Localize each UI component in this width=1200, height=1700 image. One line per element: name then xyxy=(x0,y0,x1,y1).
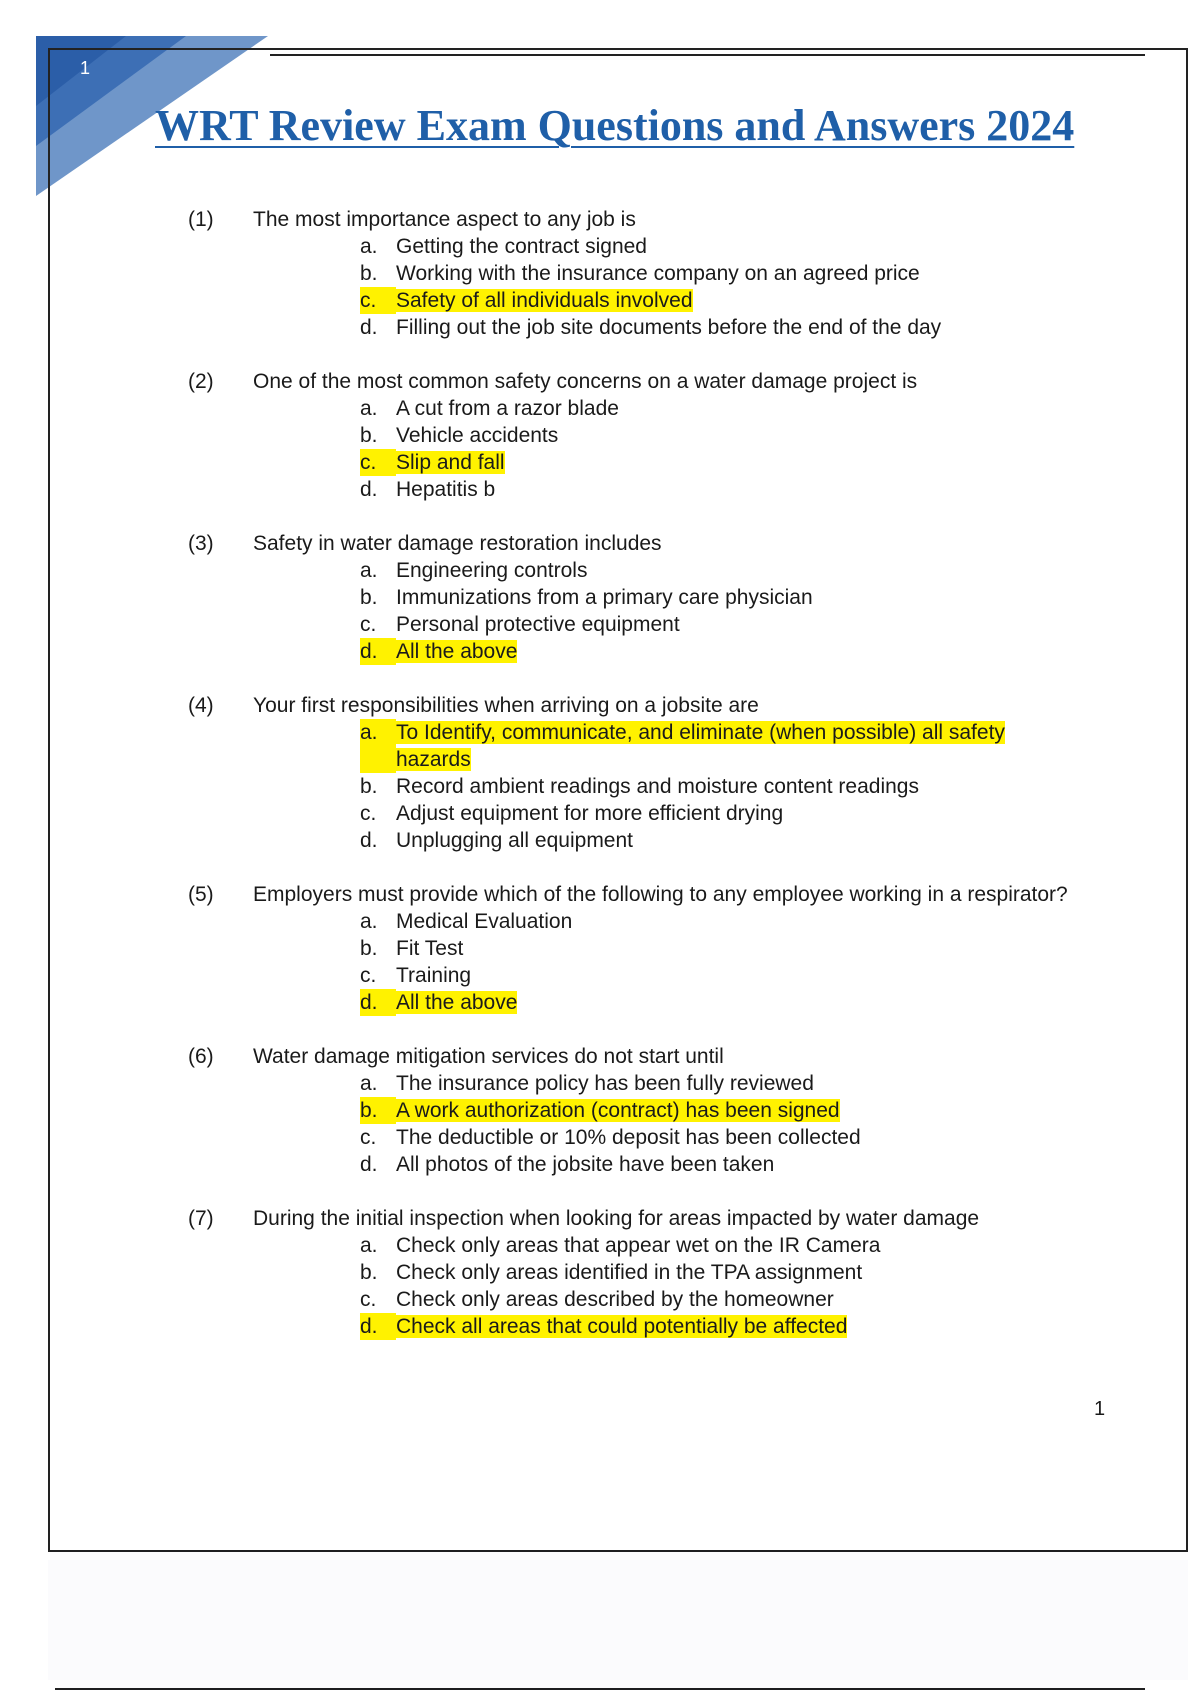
option-text-wrapper xyxy=(396,1097,1056,1124)
option-text: Hepatitis b xyxy=(396,478,496,501)
option-letter: a. xyxy=(360,910,378,933)
page-title: WRT Review Exam Questions and Answers 2024 xyxy=(155,101,1075,150)
answer-option xyxy=(360,611,1128,638)
option-letter: a. xyxy=(360,1072,378,1095)
answer-option-correct xyxy=(360,638,1128,665)
question-text: Employers must provide which of the following to any employee working in a respirator? xyxy=(253,883,1068,906)
option-text-wrapper xyxy=(396,1313,1056,1340)
option-text: To Identify, communicate, and eliminate (when possible) all safety hazards xyxy=(396,721,1005,771)
question-number: (3) xyxy=(188,532,214,555)
answer-option xyxy=(360,908,1128,935)
question-number: (5) xyxy=(188,883,214,906)
option-letter: d. xyxy=(360,989,396,1016)
option-text: Immunizations from a primary care physician xyxy=(396,586,813,609)
footer-page-number: 1 xyxy=(1094,1398,1106,1420)
option-letter: d. xyxy=(360,829,378,852)
option-text-wrapper xyxy=(396,1151,1056,1178)
option-letter: c. xyxy=(360,1126,377,1149)
question-item xyxy=(188,530,1128,665)
option-text-wrapper xyxy=(396,800,1056,827)
option-letter: b. xyxy=(360,262,378,285)
lower-page-area xyxy=(48,1560,1188,1680)
option-text-wrapper xyxy=(396,287,1056,314)
option-letter: b. xyxy=(360,1261,378,1284)
option-letter: d. xyxy=(360,638,396,665)
option-text: A cut from a razor blade xyxy=(396,397,619,420)
answer-option xyxy=(360,1232,1128,1259)
option-text: Fit Test xyxy=(396,937,464,960)
question-text: Your first responsibilities when arriving on a jobsite are xyxy=(253,694,759,717)
option-letter: c. xyxy=(360,1288,377,1311)
option-text: Personal protective equipment xyxy=(396,613,680,636)
answer-option xyxy=(360,827,1128,854)
question-line xyxy=(188,206,1128,233)
option-text-wrapper xyxy=(396,908,1056,935)
answer-option-correct xyxy=(360,287,1128,314)
question-number: (7) xyxy=(188,1207,214,1230)
option-text-wrapper xyxy=(396,719,1056,773)
option-text: A work authorization (contract) has been signed xyxy=(396,1099,840,1122)
question-line xyxy=(188,368,1128,395)
option-text-wrapper xyxy=(396,962,1056,989)
option-letter: c. xyxy=(360,449,396,476)
option-text: Check only areas identified in the TPA assignment xyxy=(396,1261,863,1284)
option-text: Engineering controls xyxy=(396,559,588,582)
option-letter: c. xyxy=(360,802,377,825)
option-letter: b. xyxy=(360,1097,396,1124)
option-text-wrapper xyxy=(396,1259,1056,1286)
option-text: The deductible or 10% deposit has been collected xyxy=(396,1126,861,1149)
answer-option xyxy=(360,935,1128,962)
option-letter: a. xyxy=(360,719,396,773)
answer-option xyxy=(360,1070,1128,1097)
answer-option xyxy=(360,800,1128,827)
question-item xyxy=(188,206,1128,341)
option-text-wrapper xyxy=(396,935,1056,962)
answer-options xyxy=(188,233,1128,341)
option-letter: c. xyxy=(360,287,396,314)
option-text: Vehicle accidents xyxy=(396,424,559,447)
question-item xyxy=(188,692,1128,854)
question-text: Safety in water damage restoration includes xyxy=(253,532,662,555)
option-text-wrapper xyxy=(396,233,1056,260)
answer-option xyxy=(360,773,1128,800)
option-text-wrapper xyxy=(396,476,1056,503)
option-text: Medical Evaluation xyxy=(396,910,573,933)
answer-option-correct xyxy=(360,449,1128,476)
question-item xyxy=(188,881,1128,1016)
option-text: Check only areas described by the homeowner xyxy=(396,1288,834,1311)
option-text: Adjust equipment for more efficient drying xyxy=(396,802,784,825)
answer-option-correct xyxy=(360,1097,1128,1124)
question-line xyxy=(188,881,1128,908)
option-text: Getting the contract signed xyxy=(396,235,647,258)
option-text-wrapper xyxy=(396,422,1056,449)
answer-option-correct xyxy=(360,989,1128,1016)
question-item xyxy=(188,1205,1128,1340)
option-letter: c. xyxy=(360,964,377,987)
option-text: Safety of all individuals involved xyxy=(396,289,693,312)
option-letter: a. xyxy=(360,235,378,258)
option-letter: b. xyxy=(360,937,378,960)
question-text: The most importance aspect to any job is xyxy=(253,208,636,231)
option-text: All photos of the jobsite have been taken xyxy=(396,1153,775,1176)
answer-option xyxy=(360,557,1128,584)
question-number: (1) xyxy=(188,208,214,231)
answer-option-correct xyxy=(360,1313,1128,1340)
question-number: (6) xyxy=(188,1045,214,1068)
question-line xyxy=(188,530,1128,557)
option-letter: b. xyxy=(360,775,378,798)
option-text-wrapper xyxy=(396,1286,1056,1313)
option-text-wrapper xyxy=(396,314,1056,341)
answer-option xyxy=(360,233,1128,260)
answer-option xyxy=(360,584,1128,611)
answer-option xyxy=(360,314,1128,341)
answer-options xyxy=(188,719,1128,854)
option-letter: a. xyxy=(360,397,378,420)
option-text: All the above xyxy=(396,640,518,663)
option-text: All the above xyxy=(396,991,518,1014)
option-letter: d. xyxy=(360,478,378,501)
answer-options xyxy=(188,395,1128,503)
answer-option xyxy=(360,1286,1128,1313)
answer-option xyxy=(360,260,1128,287)
question-number: (2) xyxy=(188,370,214,393)
option-text-wrapper xyxy=(396,827,1056,854)
answer-option xyxy=(360,1151,1128,1178)
option-text: Check all areas that could potentially be affected xyxy=(396,1315,848,1338)
option-text-wrapper xyxy=(396,773,1056,800)
option-text-wrapper xyxy=(396,638,1056,665)
option-text: Check only areas that appear wet on the IR Camera xyxy=(396,1234,881,1257)
answer-options xyxy=(188,908,1128,1016)
question-text: One of the most common safety concerns on a water damage project is xyxy=(253,370,918,393)
answer-options xyxy=(188,1232,1128,1340)
option-text-wrapper xyxy=(396,1070,1056,1097)
answer-option xyxy=(360,476,1128,503)
option-letter: c. xyxy=(360,613,377,636)
answer-options xyxy=(188,1070,1128,1178)
answer-option xyxy=(360,1259,1128,1286)
option-letter: a. xyxy=(360,559,378,582)
question-list xyxy=(188,206,1128,1367)
answer-option xyxy=(360,395,1128,422)
answer-option xyxy=(360,422,1128,449)
answer-option xyxy=(360,962,1128,989)
option-letter: a. xyxy=(360,1234,378,1257)
option-text-wrapper xyxy=(396,449,1056,476)
option-text-wrapper xyxy=(396,557,1056,584)
question-item xyxy=(188,1043,1128,1178)
option-text: The insurance policy has been fully reviewed xyxy=(396,1072,814,1095)
option-letter: d. xyxy=(360,1313,396,1340)
bottom-rule xyxy=(55,1688,1145,1690)
page-number-badge: 1 xyxy=(80,58,91,78)
option-letter: d. xyxy=(360,1153,378,1176)
question-item xyxy=(188,368,1128,503)
option-text-wrapper xyxy=(396,1124,1056,1151)
option-letter: b. xyxy=(360,586,378,609)
option-text: Slip and fall xyxy=(396,451,505,474)
question-line xyxy=(188,1205,1128,1232)
option-text: Working with the insurance company on an agreed price xyxy=(396,262,920,285)
option-text: Training xyxy=(396,964,472,987)
question-number: (4) xyxy=(188,694,214,717)
answer-option-correct xyxy=(360,719,1128,773)
question-line xyxy=(188,1043,1128,1070)
option-letter: d. xyxy=(360,316,378,339)
option-text-wrapper xyxy=(396,989,1056,1016)
answer-options xyxy=(188,557,1128,665)
option-text: Filling out the job site documents before the end of the day xyxy=(396,316,942,339)
option-text-wrapper xyxy=(396,611,1056,638)
question-text: During the initial inspection when looking for areas impacted by water damage xyxy=(253,1207,980,1230)
option-letter: b. xyxy=(360,424,378,447)
question-line xyxy=(188,692,1128,719)
answer-option xyxy=(360,1124,1128,1151)
option-text: Unplugging all equipment xyxy=(396,829,633,852)
option-text-wrapper xyxy=(396,584,1056,611)
option-text-wrapper xyxy=(396,1232,1056,1259)
question-text: Water damage mitigation services do not start until xyxy=(253,1045,724,1068)
option-text-wrapper xyxy=(396,260,1056,287)
option-text-wrapper xyxy=(396,395,1056,422)
option-text: Record ambient readings and moisture content readings xyxy=(396,775,919,798)
